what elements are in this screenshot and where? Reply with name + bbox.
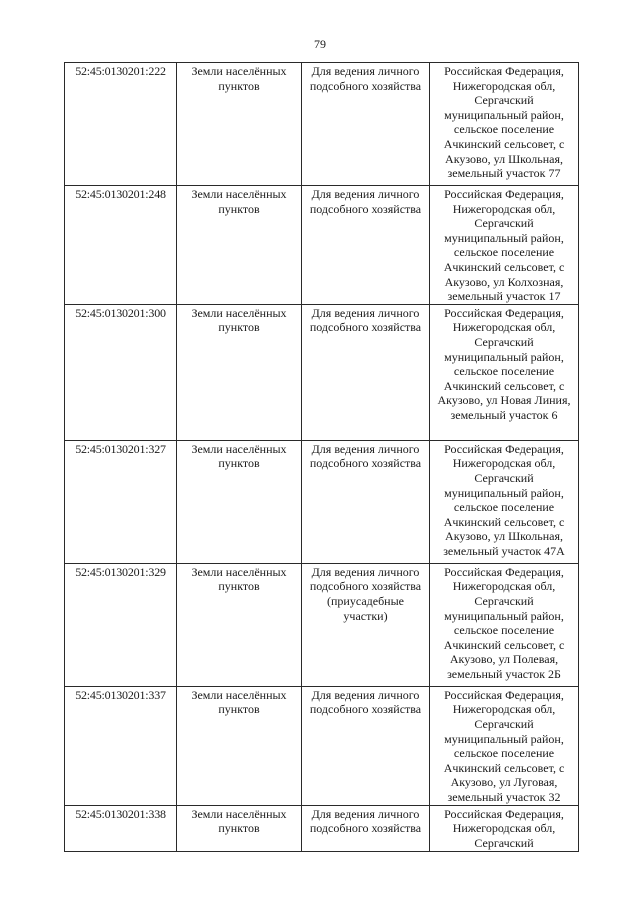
- address-cell: Российская Федерация, Нижегородская обл, Сергачский муниципальный район, сельское поселение Ачкинский сельсовет, с Акузово, ул Полевая, земельный участок 2Б: [430, 563, 579, 686]
- permitted-use-cell: Для ведения личного подсобного хозяйства: [302, 440, 430, 563]
- land-category-cell: Земли населённых пунктов: [177, 63, 302, 186]
- permitted-use-cell: Для ведения личного подсобного хозяйства: [302, 686, 430, 805]
- table-row: [65, 686, 579, 805]
- address-cell: Российская Федерация, Нижегородская обл, Сергачский муниципальный район, сельское поселение Ачкинский сельсовет, с Акузово, ул Школьная, земельный участок 47А: [430, 440, 579, 563]
- address-cell: Российская Федерация, Нижегородская обл, Сергачский муниципальный район, сельское поселение Ачкинский сельсовет, с Акузово, ул Новая Линия, земельный участок 6: [430, 304, 579, 440]
- table-row: [65, 63, 579, 186]
- land-category-cell: Земли населённых пунктов: [177, 805, 302, 851]
- address-cell: Российская Федерация, Нижегородская обл, Сергачский: [430, 805, 579, 851]
- land-category-cell: Земли населённых пунктов: [177, 686, 302, 805]
- table-row: [65, 186, 579, 305]
- cadastral-number-cell: 52:45:0130201:300: [65, 304, 177, 440]
- permitted-use-cell: Для ведения личного подсобного хозяйства: [302, 186, 430, 305]
- permitted-use-cell: Для ведения личного подсобного хозяйства: [302, 304, 430, 440]
- address-cell: Российская Федерация, Нижегородская обл, Сергачский муниципальный район, сельское поселение Ачкинский сельсовет, с Акузово, ул Школьная, земельный участок 77: [430, 63, 579, 186]
- permitted-use-cell: Для ведения личного подсобного хозяйства: [302, 63, 430, 186]
- table-row: [65, 805, 579, 851]
- table-row: [65, 563, 579, 686]
- cadastral-number-cell: 52:45:0130201:337: [65, 686, 177, 805]
- permitted-use-cell: Для ведения личного подсобного хозяйства (приусадебные участки): [302, 563, 430, 686]
- land-category-cell: Земли населённых пунктов: [177, 440, 302, 563]
- land-category-cell: Земли населённых пунктов: [177, 304, 302, 440]
- cadastral-number-cell: 52:45:0130201:329: [65, 563, 177, 686]
- cadastral-number-cell: 52:45:0130201:248: [65, 186, 177, 305]
- address-cell: Российская Федерация, Нижегородская обл, Сергачский муниципальный район, сельское поселение Ачкинский сельсовет, с Акузово, ул Луговая, земельный участок 32: [430, 686, 579, 805]
- cadastral-number-cell: 52:45:0130201:338: [65, 805, 177, 851]
- cadastral-number-cell: 52:45:0130201:222: [65, 63, 177, 186]
- permitted-use-cell: Для ведения личного подсобного хозяйства: [302, 805, 430, 851]
- page-number: 79: [314, 37, 326, 51]
- table-row: [65, 304, 579, 440]
- table-row: [65, 440, 579, 563]
- land-plots-table: [64, 62, 579, 852]
- land-category-cell: Земли населённых пунктов: [177, 186, 302, 305]
- land-category-cell: Земли населённых пунктов: [177, 563, 302, 686]
- address-cell: Российская Федерация, Нижегородская обл, Сергачский муниципальный район, сельское поселение Ачкинский сельсовет, с Акузово, ул Колхозная, земельный участок 17: [430, 186, 579, 305]
- cadastral-number-cell: 52:45:0130201:327: [65, 440, 177, 563]
